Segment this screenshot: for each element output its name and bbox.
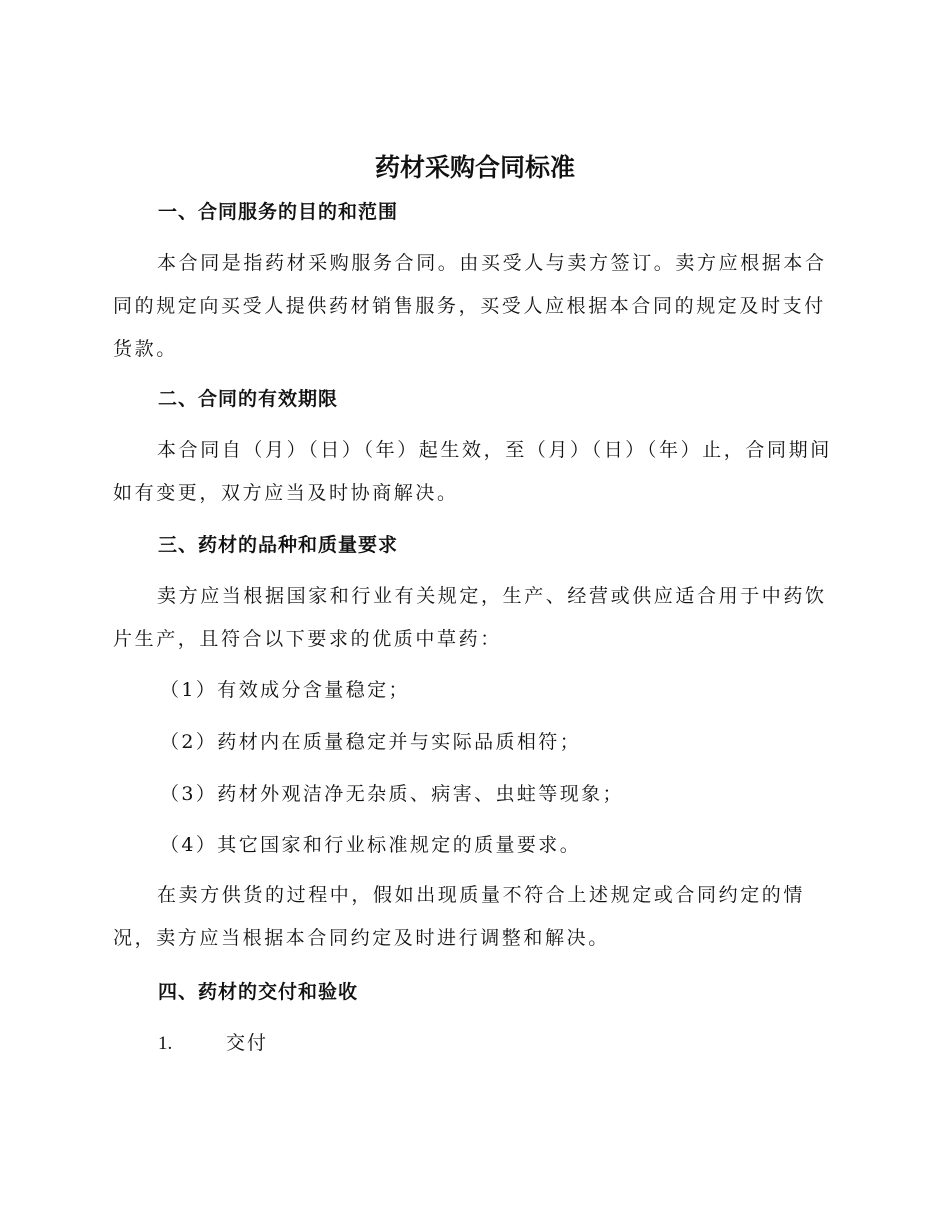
section-heading-1: 一、合同服务的目的和范围 bbox=[158, 201, 399, 223]
section-1-paragraph: 本合同是指药材采购服务合同。由买受人与卖方签订。卖方应根据本合同的规定向买受人提供药材销售服务，买受人应根据本合同的规定及时支付货款。 bbox=[113, 252, 827, 360]
requirement-item: （3）药材外观洁净无杂质、病害、虫蛀等现象； bbox=[160, 783, 624, 805]
section-heading-2: 二、合同的有效期限 bbox=[158, 388, 339, 410]
requirement-item: （1）有效成分含量稳定； bbox=[160, 679, 410, 701]
section-heading-4: 四、药材的交付和验收 bbox=[158, 981, 359, 1003]
numbered-item-number: 1. bbox=[158, 1033, 173, 1054]
numbered-item bbox=[158, 1028, 268, 1059]
numbered-item-text: 交付 bbox=[226, 1032, 269, 1054]
section-heading-3: 三、药材的品种和质量要求 bbox=[158, 534, 399, 556]
requirement-item: （4）其它国家和行业标准规定的质量要求。 bbox=[160, 834, 582, 856]
section-3-intro: 卖方应当根据国家和行业有关规定，生产、经营或供应适合用于中药饮片生产，且符合以下要求的优质中草药： bbox=[113, 585, 827, 650]
section-2-paragraph: 本合同自（月）（日）（年）起生效，至（月）（日）（年）止，合同期间如有变更，双方应当及时协商解决。 bbox=[113, 439, 832, 504]
document-title: 药材采购合同标准 bbox=[374, 153, 575, 182]
section-3-closing: 在卖方供货的过程中，假如出现质量不符合上述规定或合同约定的情况，卖方应当根据本合同约定及时进行调整和解决。 bbox=[113, 884, 806, 949]
requirement-item: （2）药材内在质量稳定并与实际品质相符； bbox=[160, 731, 582, 753]
